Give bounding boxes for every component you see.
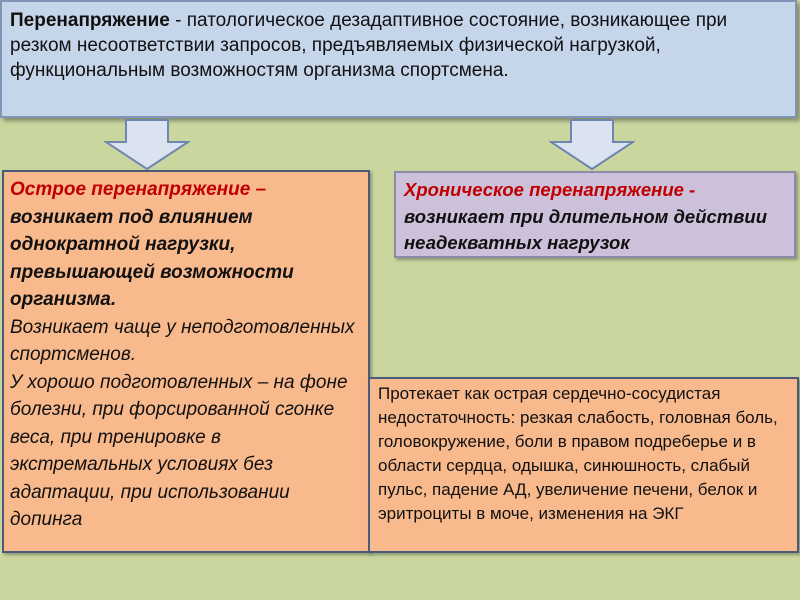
acute-note-unprepared: Возникает чаще у неподготовленных спортсменов. <box>10 316 355 365</box>
acute-note-prepared: У хорошо подготовленных – на фоне болезни, при форсированной сгонке веса, при тренировке в экстремальных условиях без адаптации, при использовании допинга <box>10 371 348 530</box>
acute-title: Острое перенапряжение – <box>10 179 267 200</box>
acute-overstrain-box <box>2 170 370 553</box>
symptoms-box <box>368 377 799 553</box>
definition-box <box>0 0 797 118</box>
acute-description: возникает под влиянием однократной нагрузки, превышающей возможности организма. <box>10 206 294 310</box>
down-arrow-icon-right <box>549 119 635 171</box>
definition-text: - патологическое дезадаптивное состояние, возникающее при резком несоответствии запросов, предъявляемых физической нагрузкой, функциональным возможностям организма спортсмена. <box>10 10 728 81</box>
down-arrow-icon-left <box>104 119 190 171</box>
chronic-title: Хроническое перенапряжение - <box>404 179 696 200</box>
definition-term: Перенапряжение <box>10 10 170 31</box>
chronic-overstrain-box <box>394 171 796 258</box>
symptoms-text: Протекает как острая сердечно-сосудистая недостаточность: резкая слабость, головная боль, головокружение, боли в правом подреберье и в области сердца, одышка, синюшность, слабый пульс, падение АД, увеличение печени, белок и эритроциты в моче, изменения на ЭКГ <box>378 384 778 523</box>
chronic-description: возникает при длительном действии неадекватных нагрузок <box>404 205 768 253</box>
